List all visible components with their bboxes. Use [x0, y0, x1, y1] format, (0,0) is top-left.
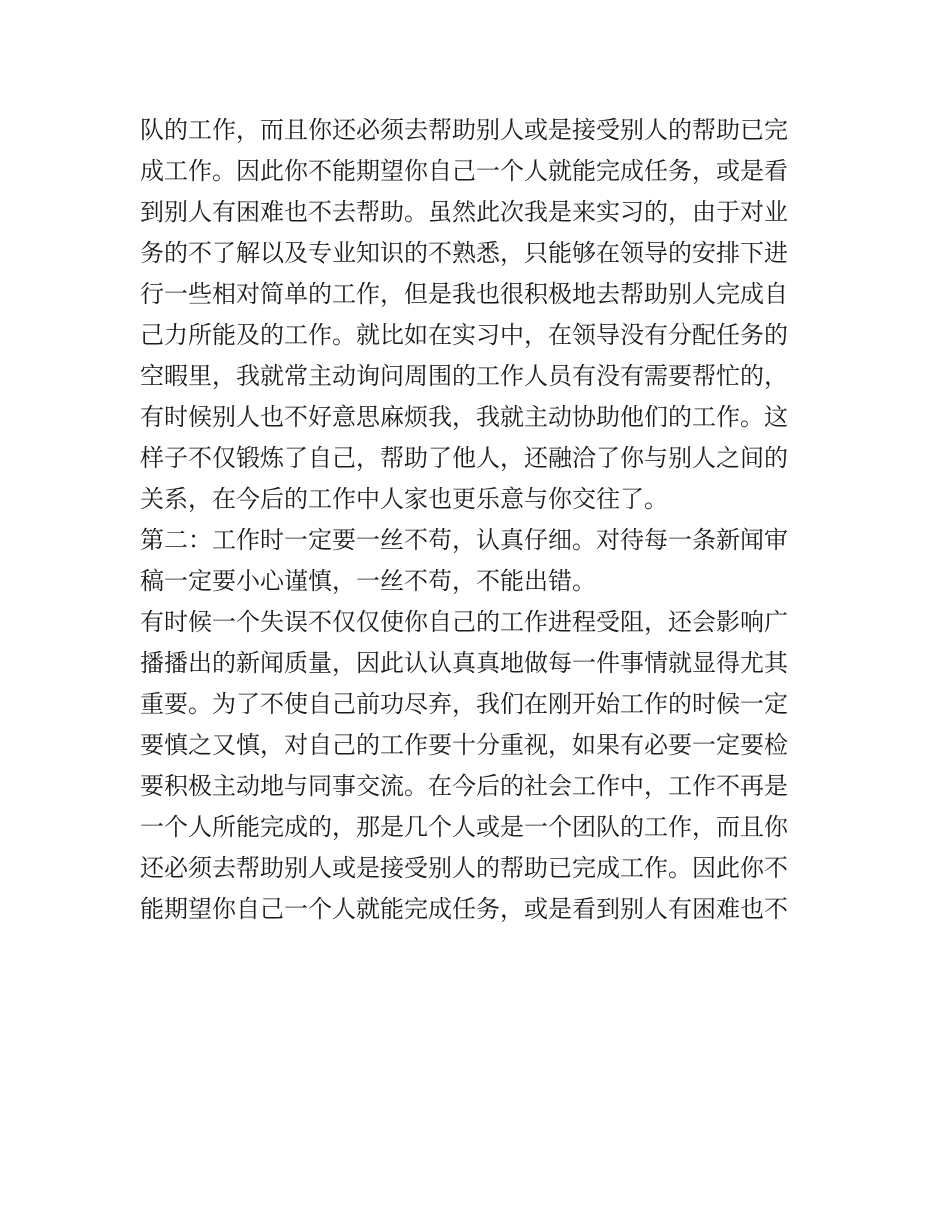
text-line: 要慎之又慎，对自己的工作要十分重视，如果有必要一定要检 — [140, 731, 788, 759]
text-line: 稿一定要小心谨慎，一丝不苟，不能出错。 — [140, 567, 596, 595]
text-line: 重要。为了不使自己前功尽弃，我们在刚开始工作的时候一定 — [140, 690, 788, 718]
text-line: 有时候一个失误不仅仅使你自己的工作进程受阻，还会影响广 — [140, 608, 788, 636]
text-line: 到别人有困难也不去帮助。虽然此次我是来实习的，由于对业 — [140, 198, 788, 226]
text-line: 关系，在今后的工作中人家也更乐意与你交往了。 — [140, 485, 668, 513]
text-line: 样子不仅锻炼了自己，帮助了他人，还融洽了你与别人之间的 — [140, 444, 788, 472]
text-line: 队的工作，而且你还必须去帮助别人或是接受别人的帮助已完 — [140, 116, 788, 144]
text-line: 要积极主动地与同事交流。在今后的社会工作中，工作不再是 — [140, 772, 788, 800]
text-line: 有时候别人也不好意思麻烦我，我就主动协助他们的工作。这 — [140, 403, 788, 431]
text-line: 播播出的新闻质量，因此认认真真地做每一件事情就显得尤其 — [140, 649, 788, 677]
text-line: 能期望你自己一个人就能完成任务，或是看到别人有困难也不 — [140, 895, 788, 923]
body-text — [140, 110, 820, 930]
text-line: 务的不了解以及专业知识的不熟悉，只能够在领导的安排下进 — [140, 239, 788, 267]
text-line: 行一些相对简单的工作，但是我也很积极地去帮助别人完成自 — [140, 280, 788, 308]
text-line: 己力所能及的工作。就比如在实习中，在领导没有分配任务的 — [140, 321, 788, 349]
text-line: 空暇里，我就常主动询问周围的工作人员有没有需要帮忙的， — [140, 362, 788, 390]
text-line: 第二：工作时一定要一丝不苟，认真仔细。对待每一条新闻审 — [140, 526, 788, 554]
text-line: 一个人所能完成的，那是几个人或是一个团队的工作，而且你 — [140, 813, 788, 841]
text-line: 还必须去帮助别人或是接受别人的帮助已完成工作。因此你不 — [140, 854, 788, 882]
text-line: 成工作。因此你不能期望你自己一个人就能完成任务，或是看 — [140, 157, 788, 185]
